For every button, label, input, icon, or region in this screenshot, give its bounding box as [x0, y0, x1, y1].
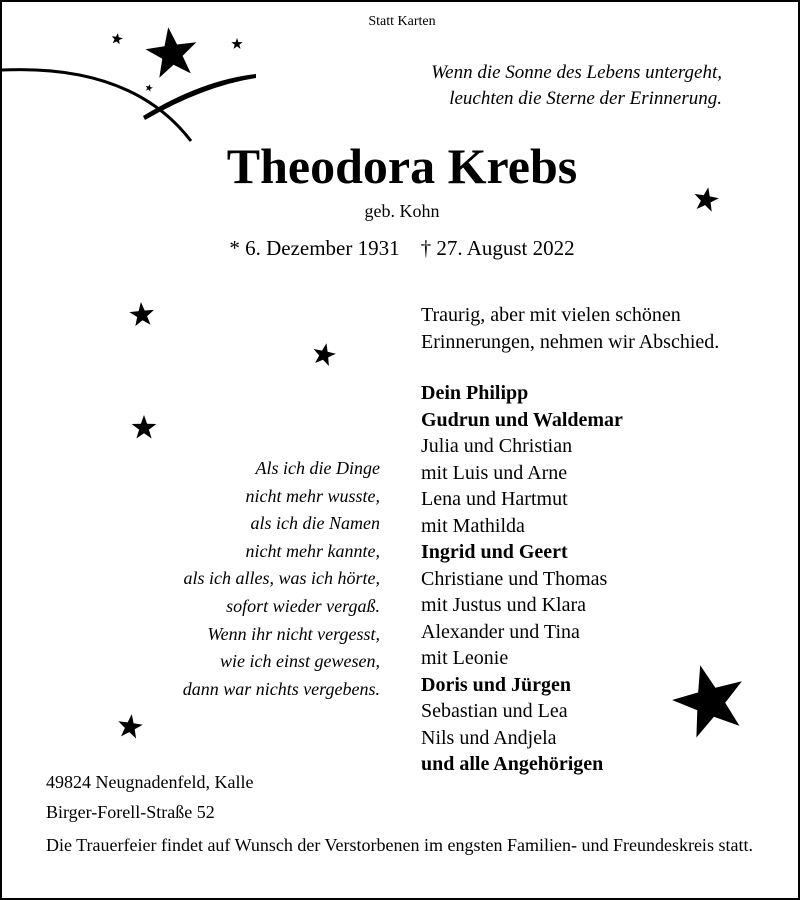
star-icon — [146, 84, 153, 92]
mourner-entry: mit Mathilda — [421, 514, 525, 537]
mourner-entry: Christiane und Thomas — [421, 567, 608, 590]
mourner-entry: Ingrid und Geert — [421, 541, 568, 563]
star-icon — [129, 302, 154, 326]
motto-line: leuchten die Sterne der Erinnerung. — [449, 88, 722, 109]
address-line: 49824 Neugnadenfeld, Kalle — [46, 772, 254, 792]
mourner-entry: Gudrun und Waldemar — [421, 408, 623, 431]
star-icon — [145, 27, 196, 78]
poem-line: wie ich einst gewesen, — [220, 651, 380, 672]
poem-line: nicht mehr wusste, — [245, 485, 380, 506]
header-label: Statt Karten — [368, 14, 436, 29]
mourner-entry: Julia und Christian — [421, 435, 573, 457]
ceremony-note: Die Trauerfeier findet auf Wunsch der Verstorbenen im engsten Familien- und Freundeskreis statt. — [46, 835, 753, 855]
mourner-entry: mit Leonie — [421, 647, 509, 669]
mourner-entry: mit Luis und Arne — [421, 461, 568, 484]
star-icon — [314, 343, 336, 366]
mourner-entry: Sebastian und Lea — [421, 700, 568, 722]
motto — [402, 60, 722, 112]
maiden-name: geb. Kohn — [364, 201, 440, 221]
farewell-text — [421, 302, 781, 356]
mourner-list — [421, 380, 781, 778]
poem-line: dann war nichts vergebens. — [182, 678, 380, 699]
mourner-entry: Doris und Jürgen — [421, 673, 572, 696]
poem — [82, 455, 380, 703]
mourner-entry: mit Justus und Klara — [421, 594, 586, 616]
mourner-entry: Lena und Hartmut — [421, 488, 568, 510]
poem-line: sofort wieder vergaß. — [226, 595, 380, 616]
poem-line: Als ich die Dinge — [255, 458, 380, 478]
mourner-entry: und alle Angehörigen — [421, 753, 604, 775]
star-icon — [231, 38, 242, 49]
motto-line: Wenn die Sonne des Lebens untergeht, — [431, 62, 722, 83]
star-icon — [132, 415, 157, 439]
deceased-name: Theodora Krebs — [226, 138, 578, 194]
horizon-arc-icon — [143, 74, 256, 120]
address-line: Birger-Forell-Straße 52 — [46, 802, 215, 822]
farewell-line: Erinnerungen, nehmen wir Abschied. — [421, 331, 720, 353]
mourner-entry: Nils und Andjela — [421, 726, 557, 749]
address — [46, 767, 253, 827]
farewell-line: Traurig, aber mit vielen schönen — [421, 304, 681, 326]
star-icon — [118, 714, 143, 738]
poem-line: Wenn ihr nicht vergesst, — [207, 623, 380, 644]
mourner-entry: Alexander und Tina — [421, 620, 580, 643]
poem-line: nicht mehr kannte, — [245, 540, 380, 561]
poem-line: als ich alles, was ich hörte, — [183, 568, 380, 589]
life-dates: * 6. Dezember 1931 † 27. August 2022 — [229, 236, 575, 260]
star-icon — [112, 33, 123, 44]
poem-line: als ich die Namen — [250, 513, 380, 534]
mourner-entry: Dein Philipp — [421, 382, 529, 404]
